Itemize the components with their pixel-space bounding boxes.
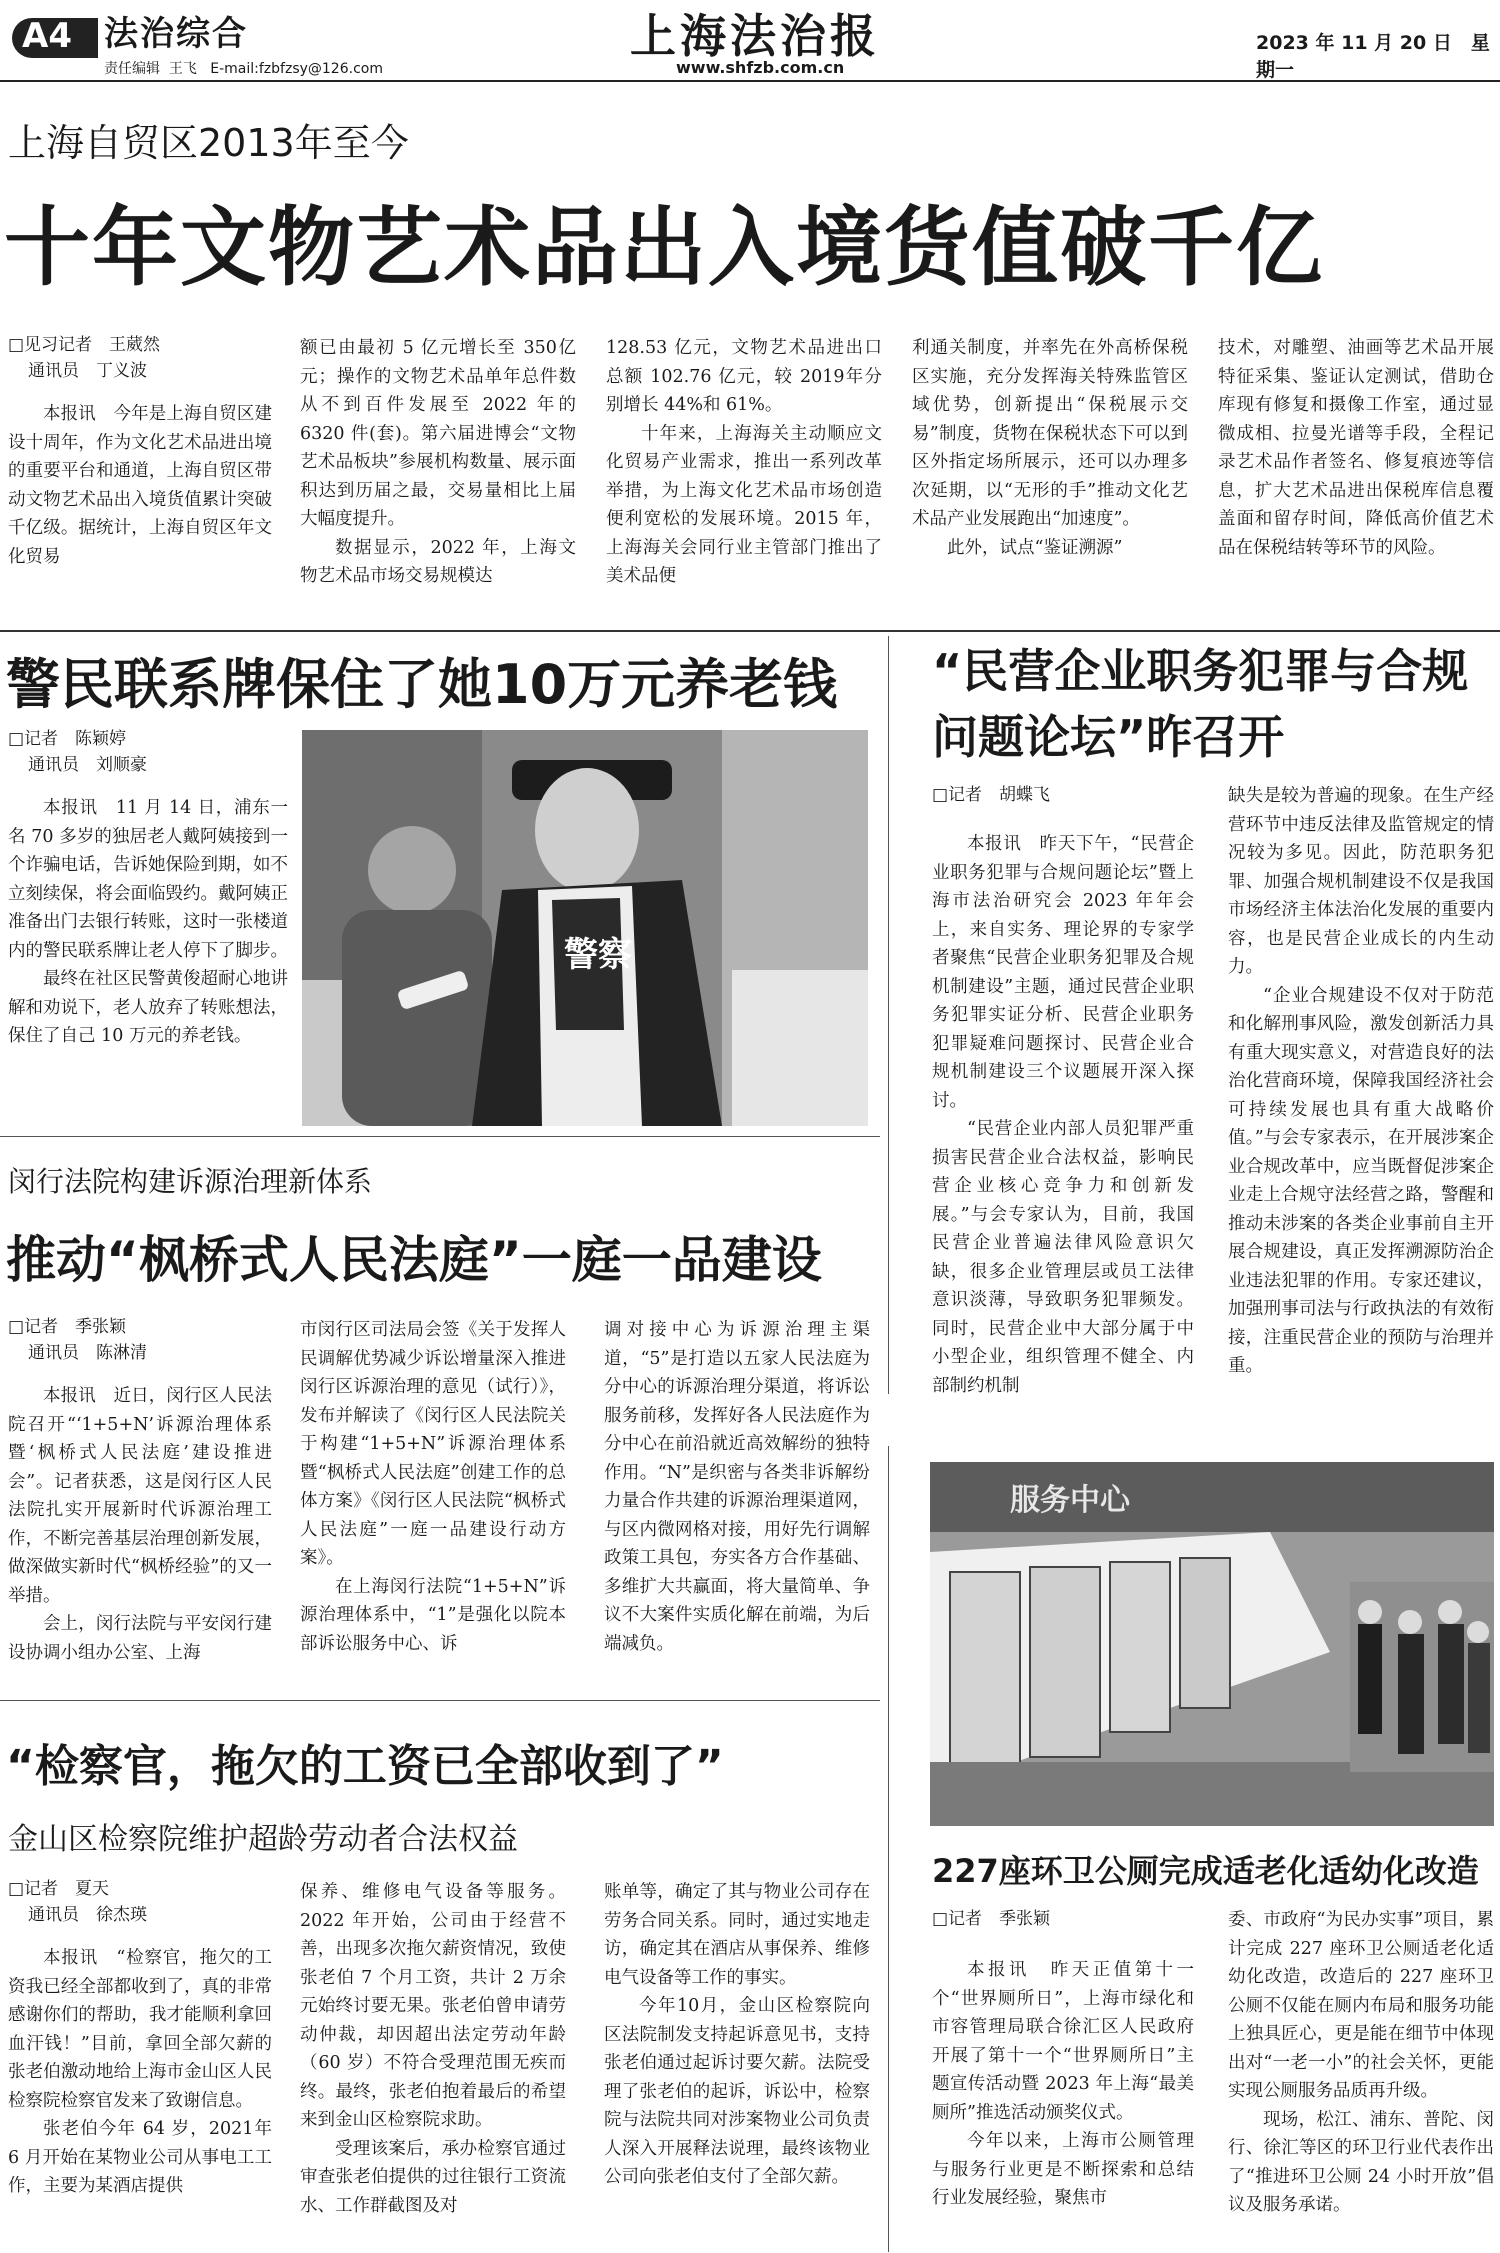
article5-column-1	[8, 1876, 272, 2252]
article6-paragraph: 现场，松江、浦东、普陀、闵行、徐汇等区的环卫行业代表作出了“推进环卫公厕 24 小时开放”倡议及服务承诺。	[1228, 2109, 1494, 2215]
article1-column-1	[8, 332, 272, 622]
article1-paragraph: 此外，试点“鉴证溯源”	[947, 537, 1123, 558]
article4-byline: □记者 季张颖	[8, 1317, 127, 1337]
section-rule	[0, 630, 1500, 632]
article3-paragraph: 缺失是较为普遍的现象。在生产经营环节中违反法律及监管规定的情况较为多见。因此，防范职务犯罪、加强合规机制建设不仅是我国市场经济主体法治化发展的重要内容，也是民营企业成长的内生动力。	[1228, 786, 1494, 977]
article1-paragraph: 数据显示，2022 年，上海文物艺术品市场交易规模达	[300, 537, 576, 586]
article5-paragraph: 本报讯 “检察官，拖欠的工资我已经全部都收到了，真的非常感谢你们的帮助，我才能顺利拿回血汗钱！”目前，拿回全部欠薪的张老伯激动地给上海市金山区人民检察院检察官发来了致谢信息。	[8, 1948, 272, 2111]
article1-column-2	[300, 334, 576, 624]
header-rule	[0, 80, 1500, 82]
article5-column-3	[604, 1878, 870, 2252]
article3-paragraph: “企业合规建设不仅对于防范和化解刑事风险，激发创新活力具有重大现实意义，对营造良好的法治化营商环境，保障我国经济社会可持续发展也具有重大战略价值。”与会专家表示，在开展涉案企业合规改革中，应当既督促涉案企业走上合规守法经营之路，警醒和推动未涉案的各类企业事前自主开展合规建设，真正发挥溯源防治企业违法犯罪的作用。专家还建议，加强刑事司法与行政执法的有效衔接，注重民营企业的预防与治理并重。	[1228, 985, 1494, 1376]
editor-name: 王飞	[168, 61, 197, 77]
website-url: www.shfzb.com.cn	[676, 58, 845, 77]
article1-paragraph: 技术，对雕塑、油画等艺术品开展特征采集、鉴证认定测试，借助仓库现有修复和摄像工作室，通过显微成相、拉曼光谱等手段，全程记录艺术品作者签名、修复痕迹等信息，扩大艺术品进出保税库信息覆盖面和留存时间，降低高价值艺术品在保税结转等环节的风险。	[1218, 338, 1494, 558]
article5-column-2	[300, 1878, 566, 2252]
exhibition-photo-image	[930, 1462, 1494, 1826]
section-rule	[0, 1136, 880, 1137]
article4-column-3	[604, 1316, 870, 1690]
article6-headline: 227座环卫公厕完成适老化适幼化改造	[932, 1852, 1479, 1890]
article6-byline: □记者 季张颖	[932, 1909, 1051, 1929]
article4-headline: 推动“枫桥式人民法庭”一庭一品建设	[6, 1231, 822, 1289]
article1-headline: 十年文物艺术品出入境货值破千亿	[4, 198, 1324, 298]
editor-line	[104, 58, 383, 78]
building-sign: 服务中心	[1010, 1483, 1130, 1518]
article1-column-4	[912, 334, 1188, 624]
article2-byline: □记者 陈颖婷	[8, 729, 127, 749]
article1-paragraph: 额已由最初 5 亿元增长至 350亿元；操作的文物艺术品单年总件数从不到百件发展至 2022 年的 6320 件(套)。第六届进博会“文物艺术品板块”参展机构数量、展示面积达到历届之最，交易量相比上届大幅度提升。	[300, 338, 576, 529]
column-divider	[888, 636, 889, 1394]
article2-paragraph: 最终在社区民警黄俊超耐心地讲解和劝说下，老人放弃了转账想法，保住了自己 10 万元的养老钱。	[8, 969, 288, 1046]
article4-column-1	[8, 1314, 272, 1690]
article5-paragraph: 账单等，确定了其与物业公司存在劳务合同关系。同时，通过实地走访，确定其在酒店从事保养、维修电气设备等工作的事实。	[604, 1882, 870, 1988]
article1-paragraph: 本报讯 今年是上海自贸区建设十周年，作为文化艺术品进出境的重要平台和通道，上海自贸区带动文物艺术品出入境货值累计突破千亿级。据统计，上海自贸区年文化贸易	[8, 404, 272, 567]
article6-column-1	[932, 1956, 1194, 2252]
article5-paragraph: 保养、维修电气设备等服务。2022 年开始，公司由于经营不善，出现多次拖欠薪资情况，致使张老伯 7 个月工资，共计 2 万余元始终讨要无果。张老伯曾申请劳动仲裁，却因超出法定劳动年龄（60 岁）不符合受理范围无疾而终。最终，张老伯抱着最后的希望来到金山区检察院求助。	[300, 1882, 566, 2130]
article3-column-1	[932, 830, 1194, 1412]
article1-paragraph: 利通关制度，并率先在外高桥保税区实施，充分发挥海关特殊监管区域优势，创新提出“保税展示交易”制度，货物在保税状态下可以到区外指定场所展示，还可以办理多次延期，以“无形的手”推动文化艺术品产业发展跑出“加速度”。	[912, 338, 1188, 529]
police-photo	[302, 730, 868, 1126]
column-divider	[888, 1446, 889, 2252]
article1-kicker: 上海自贸区2013年至今	[8, 121, 409, 165]
article4-paragraph: 本报讯 近日，闵行区人民法院召开“‘1+5+N’诉源治理体系暨‘枫桥式人民法庭’建设推进会”。记者获悉，这是闵行区人民法院扎实开展新时代诉源治理工作，不断完善基层治理创新发展，做深做实新时代“枫桥经验”的又一举措。	[8, 1386, 272, 1606]
article5-paragraph: 今年10月，金山区检察院向区法院制发支持起诉意见书，支持张老伯通过起诉讨要欠薪。法院受理了张老伯的起诉，诉讼中，检察院与法院共同对涉案物业公司负责人深入开展释法说理，最终该物业公司向张老伯支付了全部欠薪。	[604, 1996, 870, 2187]
article2-byline: 通讯员 刘顺豪	[28, 755, 147, 775]
article1-byline: □见习记者 王葳然	[8, 335, 161, 355]
article1-byline: 通讯员 丁义波	[28, 361, 147, 381]
article5-paragraph: 受理该案后，承办检察官通过审查张老伯提供的过往银行工资流水、工作群截图及对	[300, 2138, 566, 2216]
article6-column-2	[1228, 1906, 1494, 2252]
article6-paragraph: 今年以来，上海市公厕管理与服务行业更是不断探索和总结行业发展经验，聚焦市	[932, 2131, 1194, 2208]
article2-paragraph: 本报讯 11 月 14 日，浦东一名 70 多岁的独居老人戴阿姨接到一个诈骗电话，告诉她保险到期，如不立刻续保，将会面临毁约。戴阿姨正准备出门去银行转账，这时一张楼道内的警民联系牌让老人停下了脚步。	[8, 798, 288, 961]
exhibition-photo	[930, 1462, 1494, 1826]
article4-paragraph: 市闵行区司法局会签《关于发挥人民调解优势减少诉讼增量深入推进闵行区诉源治理的意见（试行）》，发布并解读了《闵行区人民法院关于构建“1+5+N”诉源治理体系暨“枫桥式人民法庭”创建工作的总体方案》《闵行区人民法院“枫桥式人民法庭”一庭一品建设行动方案》。	[300, 1320, 566, 1568]
article1-paragraph: 十年来，上海海关主动顺应文化贸易产业需求，推出一系列改革举措，为上海文化艺术品市场创造便利宽松的发展环境。2015 年，上海海关会同行业主管部门推出了美术品便	[606, 423, 882, 586]
article2-headline: 警民联系牌保住了她10万元养老钱	[6, 653, 838, 716]
article1-column-5	[1218, 334, 1494, 624]
article3-byline: □记者 胡蝶飞	[932, 785, 1051, 805]
article3-paragraph: 本报讯 昨天下午，“民营企业职务犯罪与合规问题论坛”暨上海市法治研究会 2023 年年会上，来自实务、理论界的专家学者聚焦“民营企业职务犯罪及合规机制建设”主题，通过民营企业职务犯罪实证分析、民营企业职务犯罪疑难问题探讨、民营企业合规机制建设三个议题展开深入探讨。	[932, 834, 1194, 1111]
article4-byline: 通讯员 陈淋清	[28, 1343, 147, 1363]
section-title: 法治综合	[104, 14, 248, 54]
article1-paragraph: 128.53 亿元，文物艺术品进出口总额 102.76 亿元，较 2019年分别增长 44%和 61%。	[606, 338, 882, 415]
article4-column-2	[300, 1316, 566, 1690]
article4-paragraph: 会上，闵行法院与平安闵行建设协调小组办公室、上海	[8, 1614, 272, 1663]
article2-text	[8, 726, 288, 1126]
editor-label: 责任编辑	[104, 61, 160, 77]
article6-paragraph: 委、市政府“为民办实事”项目，累计完成 227 座环卫公厕适老化适幼化改造，改造后的 227 座环卫公厕不仅能在厕内布局和服务功能上独具匠心，更是能在细节中体现出对“一老一小”的社会关怀，更能实现公厕服务品质再升级。	[1228, 1910, 1494, 2101]
police-photo-image	[302, 730, 868, 1126]
page-badge	[6, 8, 98, 60]
article5-subhead: 金山区检察院维护超龄劳动者合法权益	[8, 1822, 518, 1857]
issue-date: 2023 年 11 月 20 日 星期一	[1256, 32, 1490, 81]
section-rule	[0, 1700, 880, 1701]
article1-column-3	[606, 334, 882, 624]
masthead: 上海法治报	[630, 9, 880, 63]
article3-headline: “民营企业职务犯罪与合规问题论坛”昨召开	[932, 644, 1469, 764]
article3-paragraph: “民营企业内部人员犯罪严重损害民营企业合法权益，影响民营企业核心竞争力和创新发展。”与会专家认为，目前，我国民营企业普遍法律风险意识欠缺，很多企业管理层或员工法律意识淡薄，导致职务犯罪频发。同时，民营企业中大部分属于中小型企业，组织管理不健全、内部制约机制	[932, 1119, 1194, 1396]
article5-byline: □记者 夏天	[8, 1879, 110, 1899]
editor-email: E-mail:fzbfzsy@126.com	[210, 61, 383, 77]
vest-lettering: 警察	[564, 935, 632, 975]
article5-headline: “检察官，拖欠的工资已全部收到了”	[6, 1741, 724, 1792]
article5-paragraph: 张老伯今年 64 岁，2021年 6 月开始在某物业公司从事电工工作，主要为某酒店提供	[8, 2119, 272, 2196]
article4-kicker: 闵行法院构建诉源治理新体系	[8, 1165, 373, 1198]
page-number: A4	[22, 16, 72, 56]
article5-byline: 通讯员 徐杰瑛	[28, 1905, 147, 1925]
article6-paragraph: 本报讯 昨天正值第十一个“世界厕所日”，上海市绿化和市容管理局联合徐汇区人民政府开展了第十一个“世界厕所日”主题宣传活动暨 2023 年上海“最美厕所”推选活动颁奖仪式。	[932, 1960, 1194, 2123]
article4-paragraph: 在上海闵行法院“1+5+N”诉源治理体系中，“1”是强化以院本部诉讼服务中心、诉	[300, 1576, 566, 1654]
article3-column-2	[1228, 782, 1494, 1412]
article4-paragraph: 调对接中心为诉源治理主渠道，“5”是打造以五家人民法庭为分中心的诉源治理分渠道，将诉讼服务前移，发挥好各人民法庭作为分中心在前沿就近高效解纷的独特作用。“N”是织密与各类非诉解纷力量合作共建的诉源治理渠道网，与区内微网格对接，用好先行调解政策工具包，夯实各方合作基础、多维扩大共赢面，将大量简单、争议不大案件实质化解在前端，为后端减负。	[604, 1320, 870, 1654]
